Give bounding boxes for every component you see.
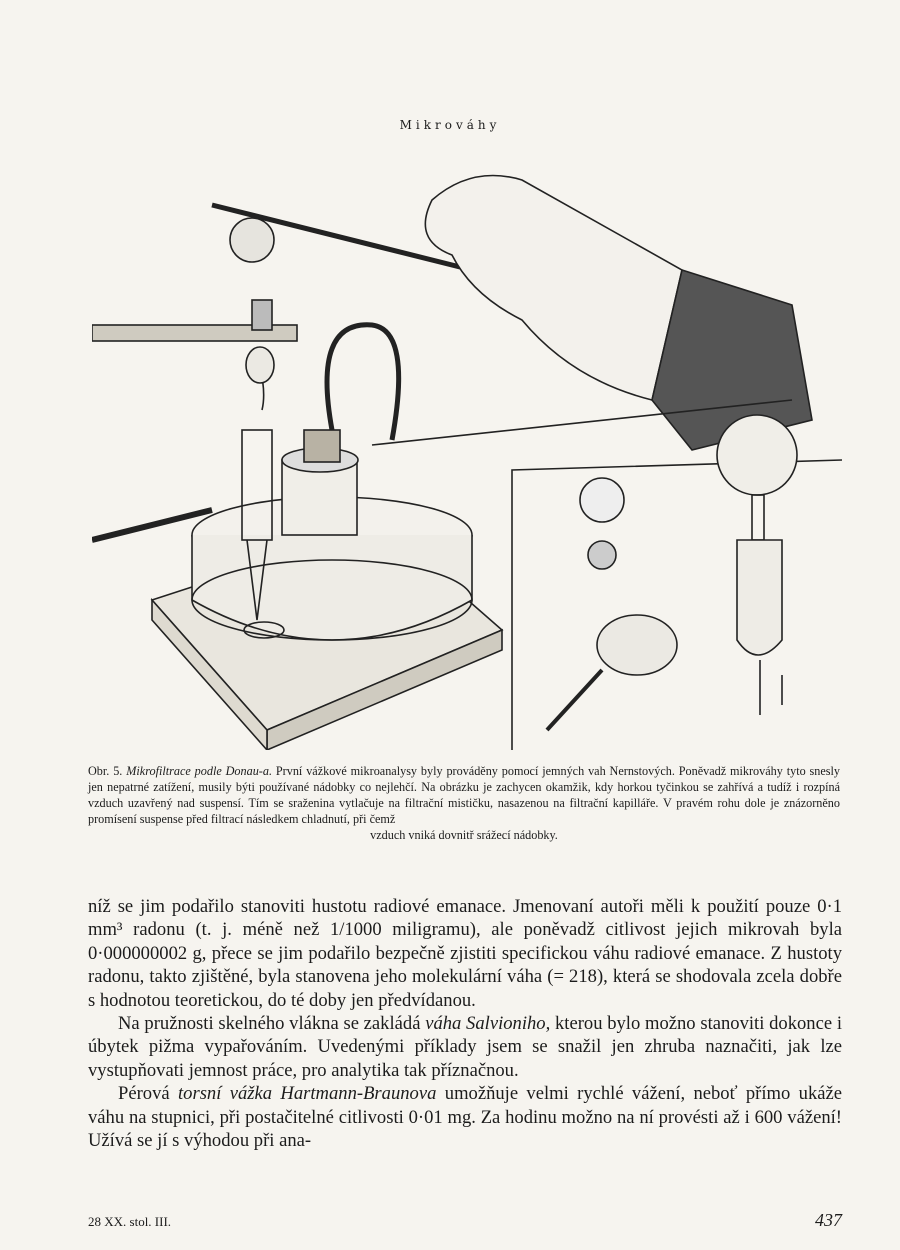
running-head: Mikrováhy — [399, 118, 501, 132]
caption-last-line: vzduch vniká dovnitř srážecí nádobky. — [370, 828, 558, 842]
hand-drawing — [425, 176, 812, 451]
inset-panel-drawing — [512, 415, 842, 750]
paragraph-2-emphasis: váha Salvioniho, — [425, 1013, 551, 1035]
paragraph-2 — [88, 1012, 842, 1082]
figure-illustration — [92, 160, 842, 750]
body-text — [88, 895, 842, 1152]
caption-text: První vážkové mikroanalysy byly prováděny pomocí jemných vah Nernstových. Poněvadž mikrováhy tyto snesly jen nepatrné zatížení, musily býti používané nádobky co nejlehčí. Na obrázku je zachycen okamžik, kdy horkou tyčinkou se zahřívá a tudíž i rozpíná vzduch uzavřený nad suspensí. Tím se sraženina vytlačuje na filtrační mističku, nasazenou na filtrační kapilláře. V pravém rohu dole je znázorněno promísení suspense před filtrací následkem chladnutí, při čemž — [88, 764, 841, 826]
caption-title: Mikrofiltrace podle Donau-a. — [126, 764, 273, 778]
paragraph-1: níž se jim podařilo stanoviti hustotu radiové emanace. Jmenovaní autoři měli k použití pouze 0·1 mm³ radonu (t. j. méně než 1/1000 miligramu), ale poněvadž citlivost jejich mikrovah byla 0·000000002 g, přece se jim podařilo bezpečně zjistiti specifickou váhu radiové emanace. Z hustoty radonu, takto zjištěné, byla stanovena jeho molekulární váha (= 218), která se shodovala zcela dobře s hodnotou teoretickou, do té doby jen předvídanou. — [88, 896, 842, 1011]
paragraph-3-end: umožňuje velmi rychlé vážení, neboť přímo ukáže váhu na stupnici, při postačitelné citlivosti 0·01 mg. Za hodinu možno na ní provésti až i 600 vážení! Užívá se jí s výhodou při ana- — [88, 1083, 843, 1152]
handle-drawing — [327, 325, 399, 440]
page-number: 437 — [815, 1210, 842, 1230]
paragraph-3 — [88, 1082, 842, 1152]
paragraph-2-end: kterou bylo možno stanoviti dokonce i úbytek pižma vypařováním. Uvedenými příklady jsem se snažil jen zhruba naznačiti, jak lze vystupňovati jemnost práce, pro analytika tak příznačnou. — [88, 1013, 842, 1081]
clamp-stand-drawing — [92, 218, 297, 410]
signature-mark: 28 XX. stol. III. — [88, 1214, 172, 1229]
paragraph-2-start: Na pružnosti skelného vlákna se zakládá — [118, 1013, 421, 1035]
figure-caption — [88, 763, 840, 843]
glass-vessel-drawing — [192, 430, 472, 640]
paragraph-3-emphasis: torsní vážka Hartmann-Braunova — [178, 1083, 437, 1105]
paragraph-3-start: Pérová — [118, 1083, 170, 1105]
caption-label: Obr. 5. — [88, 764, 123, 778]
